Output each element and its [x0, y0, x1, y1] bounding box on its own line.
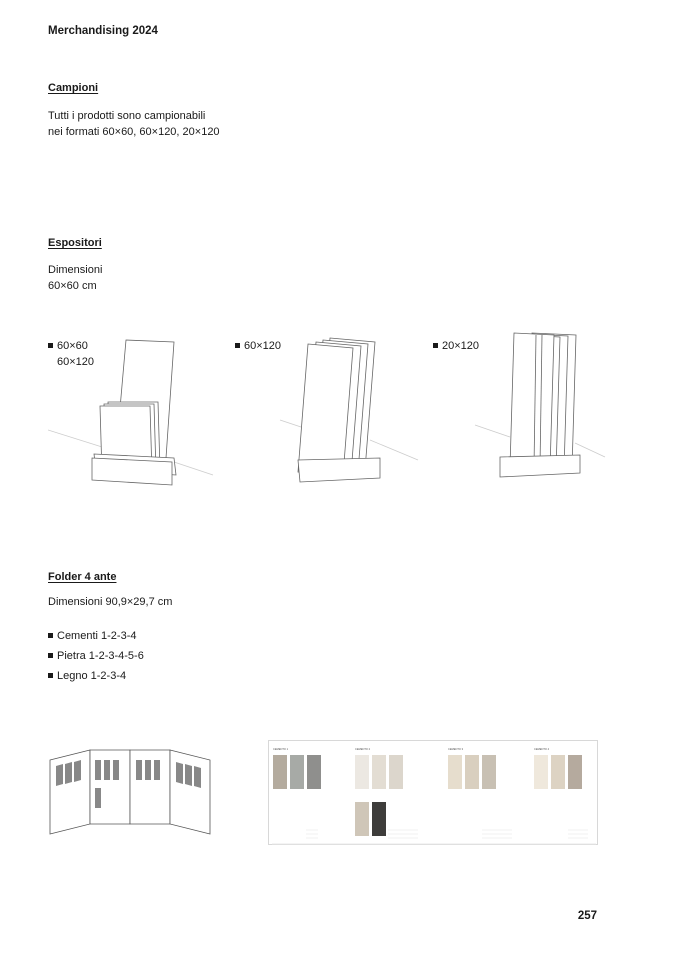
tile-swatch — [372, 755, 386, 789]
folder-dimensions: Dimensioni 90,9×29,7 cm — [48, 596, 173, 608]
campioni-title: Campioni — [48, 82, 99, 94]
tile-swatch — [307, 755, 321, 789]
tile-swatch — [389, 755, 403, 789]
tile-swatch — [448, 755, 462, 789]
sheet-label-2: CEMENTO 2 — [355, 748, 371, 751]
page-header: Merchandising 2024 — [48, 25, 158, 37]
tile-swatch — [465, 755, 479, 789]
tile-swatch — [273, 755, 287, 789]
campioni-line-2: nei formati 60×60, 60×120, 20×120 — [48, 126, 220, 138]
tile-swatch — [355, 755, 369, 789]
folder-list — [48, 628, 144, 684]
display-label-3: 20×120 — [433, 338, 479, 354]
display-label-2: 60×120 — [235, 338, 281, 354]
display-label-1: 60×60 60×120 — [48, 338, 94, 370]
tile-swatch — [482, 755, 496, 789]
sheet-label-3: CEMENTO 3 — [448, 748, 464, 751]
bullet-square-icon — [48, 633, 53, 638]
espositori-dim-label: Dimensioni — [48, 264, 103, 276]
sheet-label-1: CEMENTO 1 — [273, 748, 289, 751]
campioni-text — [48, 108, 220, 140]
sheet-label-4: CEMENTO 4 — [534, 748, 550, 751]
espositori-dimensions — [48, 262, 102, 294]
display-stand-20x120-illustration — [470, 325, 610, 495]
tile-swatch — [534, 755, 548, 789]
tile-swatch — [551, 755, 565, 789]
espositori-dim-value: 60×60 cm — [48, 280, 97, 292]
display-stand-60x120-illustration — [240, 330, 420, 495]
tile-swatch — [568, 755, 582, 789]
campioni-line-1: Tutti i prodotti sono campionabili — [48, 110, 206, 122]
bullet-square-icon — [433, 343, 438, 348]
list-item: Cementi 1-2-3-4 — [48, 628, 144, 644]
tile-swatch — [355, 802, 369, 836]
tile-swatch — [290, 755, 304, 789]
sample-sheet-illustration — [268, 740, 600, 847]
page-number: 257 — [577, 910, 597, 922]
display-stand-60x60-illustration — [48, 330, 218, 495]
bullet-square-icon — [48, 673, 53, 678]
list-item: Legno 1-2-3-4 — [48, 668, 144, 684]
espositori-title: Espositori — [48, 237, 102, 249]
bullet-square-icon — [48, 653, 53, 658]
tile-swatch — [372, 802, 386, 836]
list-item: Pietra 1-2-3-4-5-6 — [48, 648, 144, 664]
folder-illustration — [48, 748, 214, 840]
folder-title: Folder 4 ante — [48, 571, 117, 583]
